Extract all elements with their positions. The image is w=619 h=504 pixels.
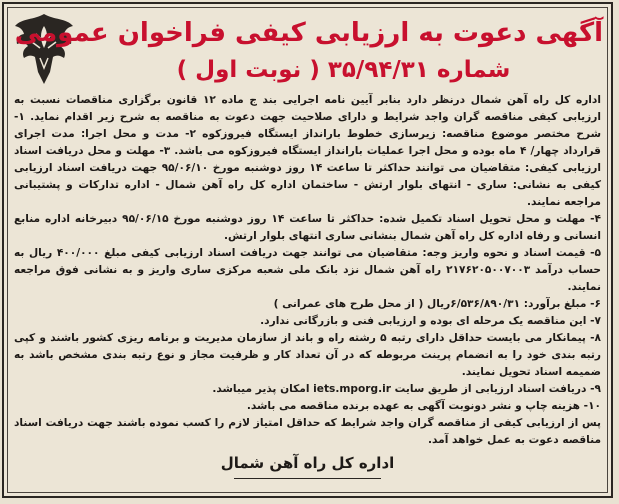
paragraph-intro: اداره کل راه آهن شمال درنظر دارد بنابر آیین نامه اجرایی بند ج ماده ۱۲ قانون برگزاری مناقصات نسبت به ارزیابی کیفی مناقصه گران واجد شرایط و دارای صلاحیت جهت دعوت به مناقصه به شرح زیر اقدام نماید. ۱- شرح مختصر موضوع مناقصه: زیرسازی خطوط بارانداز ایستگاه فیروزکوه ۲- مدت و محل اجرا: مدت اجرای قرارداد چهار/ ۴ ماه بوده و محل اجرا عملیات بارانداز ایستگاه فیروزکوه می باشد. ۳- مهلت و محل دریافت اسناد ارزیابی کیفی: متقاضیان می توانند حداکثر تا ساعت ۱۴ روز دوشنبه مورخ ۹۵/۰۶/۱۰ جهت دریافت اسناد ارزیابی کیفی به نشانی: ساری - انتهای بلوار ارتش - ساختمان اداره کل راه آهن شمال - اداره تدارکات و پشتیبانی مراجعه نمایند. bbox=[14, 94, 601, 208]
notice-title: آگهی دعوت به ارزیابی کیفی فراخوان عمومی bbox=[14, 18, 603, 48]
signature-underline bbox=[234, 478, 381, 479]
notice-number: شماره ۳۵/۹۴/۳۱ ( نوبت اول ) bbox=[176, 57, 511, 83]
paragraph-item-4: ۴- مهلت و محل تحویل اسناد تکمیل شده: حداکثر تا ساعت ۱۴ روز دوشنبه مورخ ۹۵/۰۶/۱۵ دبیرخانه اداره منابع انسانی و رفاه اداره کل راه آهن شمال بنشانی ساری انتهای بلوار ارتش. bbox=[14, 213, 601, 242]
paragraph-item-5: ۵- قیمت اسناد و نحوه واریز وجه: متقاضیان می توانند جهت دریافت اسناد ارزیابی کیفی مبلغ ۴۰۰/۰۰۰ ریال به حساب درآمد ۲۱۷۶۲۰۵۰۰۷۰۰۳ راه آهن شمال نزد بانک ملی شعبه مرکزی ساری واریز و به نشانی فوق مراجعه نمایند. bbox=[14, 247, 602, 293]
paragraph-item-10: ۱۰- هزینه چاپ و نشر دونوبت آگهی به عهده برنده مناقصه می باشد. bbox=[246, 400, 601, 412]
paragraph-item-8: ۸- پیمانکار می بایست حداقل دارای رتبه ۵ رشته راه و باند از سازمان مدیریت و برنامه ریزی کشور باشند و کپی رتبه بندی خود را به انضمام پرینت مربوطه که در آن تعداد کار و ظرفیت مجاز و نوع رتبه بندی مشخص باشد به ضمیمه اسناد تحویل نمایند. bbox=[14, 332, 601, 378]
paragraph-closing: پس از ارزیابی کیفی از مناقصه گران واجد شرایط که حداقل امتیاز لازم را کسب نموده باشند جهت دریافت اسناد مناقصه دعوت به عمل خواهد آمد. bbox=[14, 417, 601, 446]
paragraph-item-9: ۹- دریافت اسناد ارزیابی از طریق سایت iets.mporg.ir امکان پذیر میباشد. bbox=[212, 383, 601, 395]
notice-frame bbox=[2, 2, 613, 498]
issuer-signature: اداره کل راه آهن شمال bbox=[220, 454, 395, 472]
paragraph-item-6: ۶- مبلغ برآورد: ۶/۵۳۶/۸۹۰/۳۱ریال ( از محل طرح های عمرانی ) bbox=[273, 298, 601, 310]
paragraph-item-7: ۷- این مناقصه یک مرحله ای بوده و ارزیابی فنی و بازرگانی ندارد. bbox=[260, 315, 601, 327]
notice-body bbox=[14, 92, 601, 449]
